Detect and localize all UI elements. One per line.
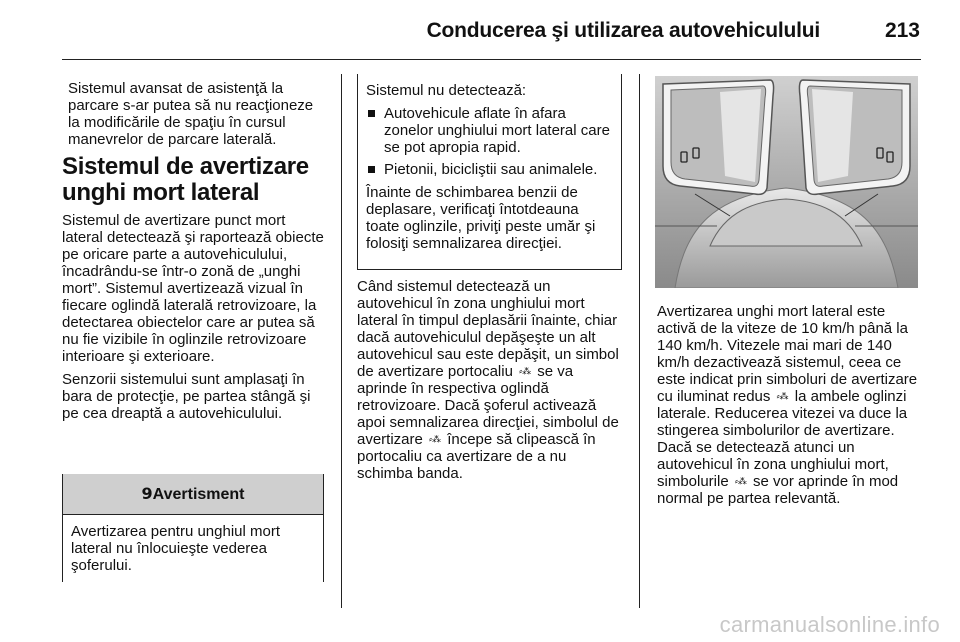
blind-spot-warning-icon: ⸗⁂ bbox=[734, 476, 747, 486]
column-left bbox=[62, 80, 326, 428]
warning-text: Avertizarea pentru unghiul mort lateral nu înlocuieşte vederea şoferului. bbox=[71, 523, 281, 574]
header-rule bbox=[62, 59, 921, 60]
paragraph-sensors: Senzorii sistemului sunt amplasaţi în bara de protecţie, pe partea stângă şi pe cea dreaptă a autovehiculului. bbox=[62, 371, 311, 422]
blind-spot-warning-icon: ⸗⁂ bbox=[429, 434, 442, 444]
column-middle bbox=[357, 278, 622, 488]
blind-spot-warning-icon: ⸗⁂ bbox=[519, 366, 532, 376]
warning-triangle-icon: 9 bbox=[141, 484, 153, 503]
list-item: Autovehicule aflate în afara zonelor unghiului mort lateral care se pot apropia rapid. bbox=[366, 105, 613, 156]
warning-header bbox=[63, 474, 323, 515]
box-note: Înainte de schimbarea benzii de deplasare, verificaţi întotdeauna toate oglinzile, priviţi peste umăr şi folosiţi semnalizarea direcţiei. bbox=[366, 184, 596, 252]
not-detected-box bbox=[357, 74, 622, 270]
intro-paragraph: Sistemul avansat de asistenţă la parcare s-ar putea să nu reacţioneze la modificările de spaţiu în cursul manevrelor de parcare laterală. bbox=[68, 80, 314, 148]
section-heading: Sistemul de avertizare unghi mort lateral bbox=[62, 153, 309, 206]
column-right bbox=[657, 303, 923, 513]
blind-spot-warning-icon: ⸗⁂ bbox=[776, 391, 789, 401]
list-item: Pietonii, bicicliştii sau animalele. bbox=[366, 161, 613, 178]
not-detected-list bbox=[366, 105, 613, 178]
header-title: Conducerea şi utilizarea autovehiculului bbox=[426, 19, 820, 42]
mirror-car-illustration bbox=[655, 76, 918, 288]
paragraph-detection: Când sistemul detectează un autovehicul în zona unghiului mort lateral în timpul deplasării înainte, chiar dacă autovehiculul depăşeşte un alt autovehicul sau este depăşit, un simbol de avertizare portocaliu ⸗⁂ se va aprinde în respectiva oglindă retrovizoare. Dacă şoferul activează apoi semnalizarea direcţiei, simbolul de avertizare ⸗⁂ începe să clipească în portocaliu ca avertizare de a nu schimba banda. bbox=[357, 278, 619, 482]
paragraph-speed: Avertizarea unghi mort lateral este activă de la viteze de 10 km/h până la 140 km/h. Vitezele mai mari de 140 km/h dezactivează sistemul, ceea ce este indicat prin simboluri de avertizare cu iluminat redus ⸗⁂ la ambele oglinzi laterale. Reducerea vitezei va duce la stingerea simbolurilor de avertizare. Dacă se detectează atunci un autovehicul în zona unghiului mort, simbolurile ⸗⁂ se vor aprinde în mod normal pe partea relevantă. bbox=[657, 303, 918, 507]
page-header bbox=[0, 0, 960, 60]
paragraph-description: Sistemul de avertizare punct mort lateral detectează şi raportează obiecte pe oricare parte a autovehiculului, încadrându-se într-o zonă de „unghi mort”. Sistemul avertizează vizual în fiecare oglindă laterală retrovizoare, la detectarea obiectelor care ar putea să nu fie vizibile în oglinzile retrovizoare interioare şi exterioare. bbox=[62, 212, 324, 365]
box-title: Sistemul nu detectează: bbox=[366, 82, 527, 99]
page-number: 213 bbox=[884, 19, 920, 42]
warning-title: Avertisment bbox=[152, 486, 245, 503]
column-divider-1 bbox=[341, 74, 342, 608]
warning-box bbox=[62, 474, 324, 582]
watermark: carmanualsonline.info bbox=[719, 612, 940, 637]
bullet-square-icon bbox=[368, 166, 375, 173]
column-divider-2 bbox=[639, 74, 640, 608]
bullet-square-icon bbox=[368, 110, 375, 117]
